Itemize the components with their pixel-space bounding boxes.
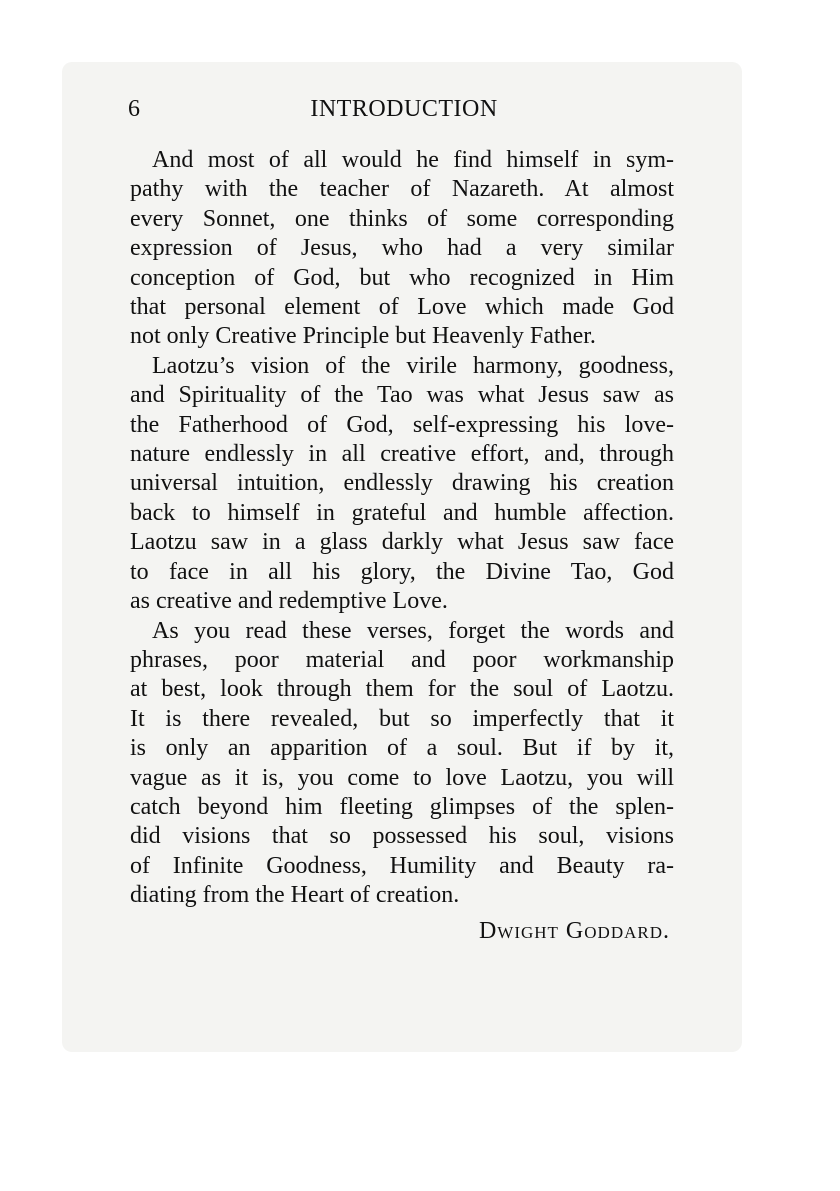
body-text (130, 146, 674, 911)
paragraph (130, 146, 674, 352)
page-number: 6 (128, 96, 140, 122)
text-line: catch beyond him fleeting glimpses of the splen- (130, 793, 674, 820)
text-line: and Spirituality of the Tao was what Jesus saw as (130, 382, 674, 409)
text-line: not only Creative Principle but Heavenly Father. (130, 323, 596, 350)
text-line: It is there revealed, but so imperfectly that it (130, 705, 674, 732)
text-line: nature endlessly in all creative effort, and, through (130, 441, 674, 468)
text-line: vague as it is, you come to love Laotzu, you will (130, 764, 674, 791)
text-line: did visions that so possessed his soul, visions (130, 823, 674, 850)
paragraph (130, 617, 674, 911)
text-line: at best, look through them for the soul of Laotzu. (130, 676, 674, 703)
text-line: pathy with the teacher of Nazareth. At almost (130, 176, 674, 203)
text-line: conception of God, but who recognized in Him (130, 264, 674, 291)
text-line: every Sonnet, one thinks of some corresponding (130, 205, 674, 232)
author-signature: Dwight Goddard. (478, 918, 670, 944)
text-line: Laotzu’s vision of the virile harmony, goodness, (152, 352, 674, 379)
text-line: of Infinite Goodness, Humility and Beauty ra- (130, 852, 674, 879)
text-line: the Fatherhood of God, self-expressing his love- (130, 411, 674, 438)
text-line: diating from the Heart of creation. (130, 882, 460, 909)
paragraph (130, 352, 674, 617)
text-line: And most of all would he find himself in sym- (152, 147, 674, 173)
text-line: Laotzu saw in a glass darkly what Jesus saw face (130, 529, 674, 556)
text-line: universal intuition, endlessly drawing his creation (130, 470, 674, 497)
text-line: expression of Jesus, who had a very similar (130, 235, 674, 262)
running-title: INTRODUCTION (310, 96, 498, 122)
text-line: as creative and redemptive Love. (130, 588, 448, 615)
text-line: is only an apparition of a soul. But if by it, (130, 735, 674, 762)
text-line: As you read these verses, forget the words and (152, 617, 674, 644)
page-header (128, 96, 680, 132)
text-line: back to himself in grateful and humble affection. (130, 499, 674, 526)
text-line: phrases, poor material and poor workmanship (130, 646, 674, 673)
text-line: that personal element of Love which made God (130, 294, 674, 321)
text-line: to face in all his glory, the Divine Tao, God (130, 558, 674, 585)
